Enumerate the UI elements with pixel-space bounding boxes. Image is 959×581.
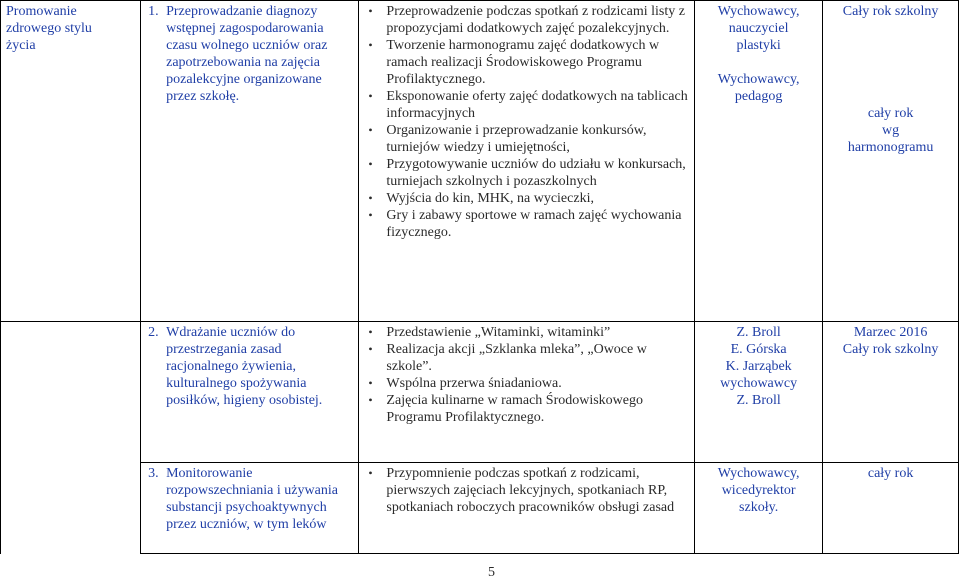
- responsible-line: Z. Broll: [736, 393, 781, 408]
- deadline-line: Cały rok szkolny: [842, 4, 939, 19]
- bullet-icon: •: [368, 393, 373, 407]
- responsible-line: K. Jarząbek: [725, 359, 792, 374]
- activities-cell: [359, 1, 695, 322]
- bullet-icon: •: [368, 89, 373, 103]
- responsible-cell: [695, 463, 823, 554]
- deadline-line: cały rok: [867, 106, 914, 121]
- table-row: [1, 322, 959, 463]
- deadline-cell: [823, 1, 959, 322]
- deadline-line: cały rok: [867, 466, 914, 481]
- deadline-cell: [823, 322, 959, 463]
- empty-cell: [1, 463, 141, 554]
- list-item: • Przypomnienie podczas spotkań z rodzicami, pierwszych zajęciach lekcyjnych, spotkaniach RP, spotkaniach roboczych pracowników obsługi zasad: [368, 466, 675, 515]
- bullet-icon: •: [368, 123, 373, 137]
- bullet-icon: •: [368, 376, 373, 390]
- empty-cell: [1, 322, 141, 463]
- task-cell: [141, 322, 359, 463]
- activities-list: [364, 3, 689, 241]
- list-item: • Organizowanie i przeprowadzanie konkursów, turniejów wiedzy i umiejętności,: [368, 123, 647, 155]
- list-item: • Wyjścia do kin, MHK, na wycieczki,: [368, 191, 594, 206]
- responsible-line: wychowawcy: [720, 376, 798, 391]
- responsible-line: Wychowawcy,: [717, 4, 800, 19]
- bullet-icon: •: [368, 466, 373, 480]
- bullet-icon: •: [368, 208, 373, 222]
- section-title-line: zdrowego stylu: [6, 21, 92, 36]
- bullet-icon: •: [368, 342, 373, 356]
- table-row: [1, 1, 959, 322]
- task-text: Przeprowadzanie diagnozy wstępnej zagospodarowania czasu wolnego uczniów oraz zapotrzebowania na zajęcia pozalekcyjne organizowane przez szkołę.: [166, 4, 328, 104]
- task-text: Wdrażanie uczniów do przestrzegania zasad racjonalnego żywienia, kulturalnego spożywania posiłków, higieny osobistej.: [166, 325, 323, 408]
- list-item: • Zajęcia kulinarne w ramach Środowiskowego Programu Profilaktycznego.: [368, 393, 644, 425]
- responsible-line: nauczyciel: [728, 21, 789, 36]
- responsible-line: plastyki: [736, 38, 781, 53]
- activities-cell: [359, 463, 695, 554]
- deadline-line: wg: [882, 123, 900, 138]
- bullet-icon: •: [368, 38, 373, 52]
- bullet-icon: •: [368, 191, 373, 205]
- task-number: 2.: [148, 325, 159, 340]
- responsible-line: pedagog: [734, 89, 783, 104]
- section-title-line: życia: [6, 38, 36, 53]
- activities-cell: [359, 322, 695, 463]
- responsible-line: Wychowawcy,: [717, 72, 800, 87]
- list-item: • Przedstawienie „Witaminki, witaminki”: [368, 325, 611, 340]
- bullet-icon: •: [368, 325, 373, 339]
- list-item: • Przeprowadzenie podczas spotkań z rodzicami listy z propozycjami dodatkowych zajęć pozalekcyjnych.: [368, 4, 685, 36]
- list-item: • Wspólna przerwa śniadaniowa.: [368, 376, 562, 391]
- deadline-line: harmonogramu: [847, 140, 934, 155]
- section-title-line: Promowanie: [6, 4, 77, 19]
- bullet-icon: •: [368, 157, 373, 171]
- deadline-line: Marzec 2016: [853, 325, 928, 340]
- task-cell: [141, 1, 359, 322]
- bullet-icon: •: [368, 4, 373, 18]
- responsible-line: Wychowawcy,: [717, 466, 800, 481]
- list-item: • Realizacja akcji „Szklanka mleka”, „Owoce w szkole”.: [368, 342, 647, 374]
- list-item: • Tworzenie harmonogramu zajęć dodatkowych w ramach realizacji Środowiskowego Programu Profilaktycznego.: [368, 38, 660, 87]
- page-number: 5: [488, 565, 495, 580]
- table-row: [1, 463, 959, 554]
- responsible-line: E. Górska: [730, 342, 787, 357]
- responsible-line: wicedyrektor: [721, 483, 796, 498]
- responsible-cell: [695, 322, 823, 463]
- task-number: 3.: [148, 466, 159, 481]
- responsible-cell: [695, 1, 823, 322]
- deadline-line: Cały rok szkolny: [842, 342, 939, 357]
- section-title-cell: [1, 1, 141, 322]
- task-text: Monitorowanie rozpowszechniania i używania substancji psychoaktywnych przez uczniów, w tym leków: [166, 466, 338, 532]
- task-cell: [141, 463, 359, 554]
- responsible-line: szkoły.: [739, 500, 779, 515]
- list-item: • Eksponowanie oferty zajęć dodatkowych na tablicach informacyjnych: [368, 89, 688, 121]
- responsible-line: Z. Broll: [736, 325, 781, 340]
- list-item: • Przygotowywanie uczniów do udziału w konkursach, turniejach szkolnych i pozaszkolnych: [368, 157, 686, 189]
- activities-list: [364, 324, 689, 426]
- list-item: • Gry i zabawy sportowe w ramach zajęć wychowania fizycznego.: [368, 208, 682, 240]
- deadline-cell: [823, 463, 959, 554]
- task-number: 1.: [148, 4, 159, 19]
- activities-list: [364, 465, 689, 516]
